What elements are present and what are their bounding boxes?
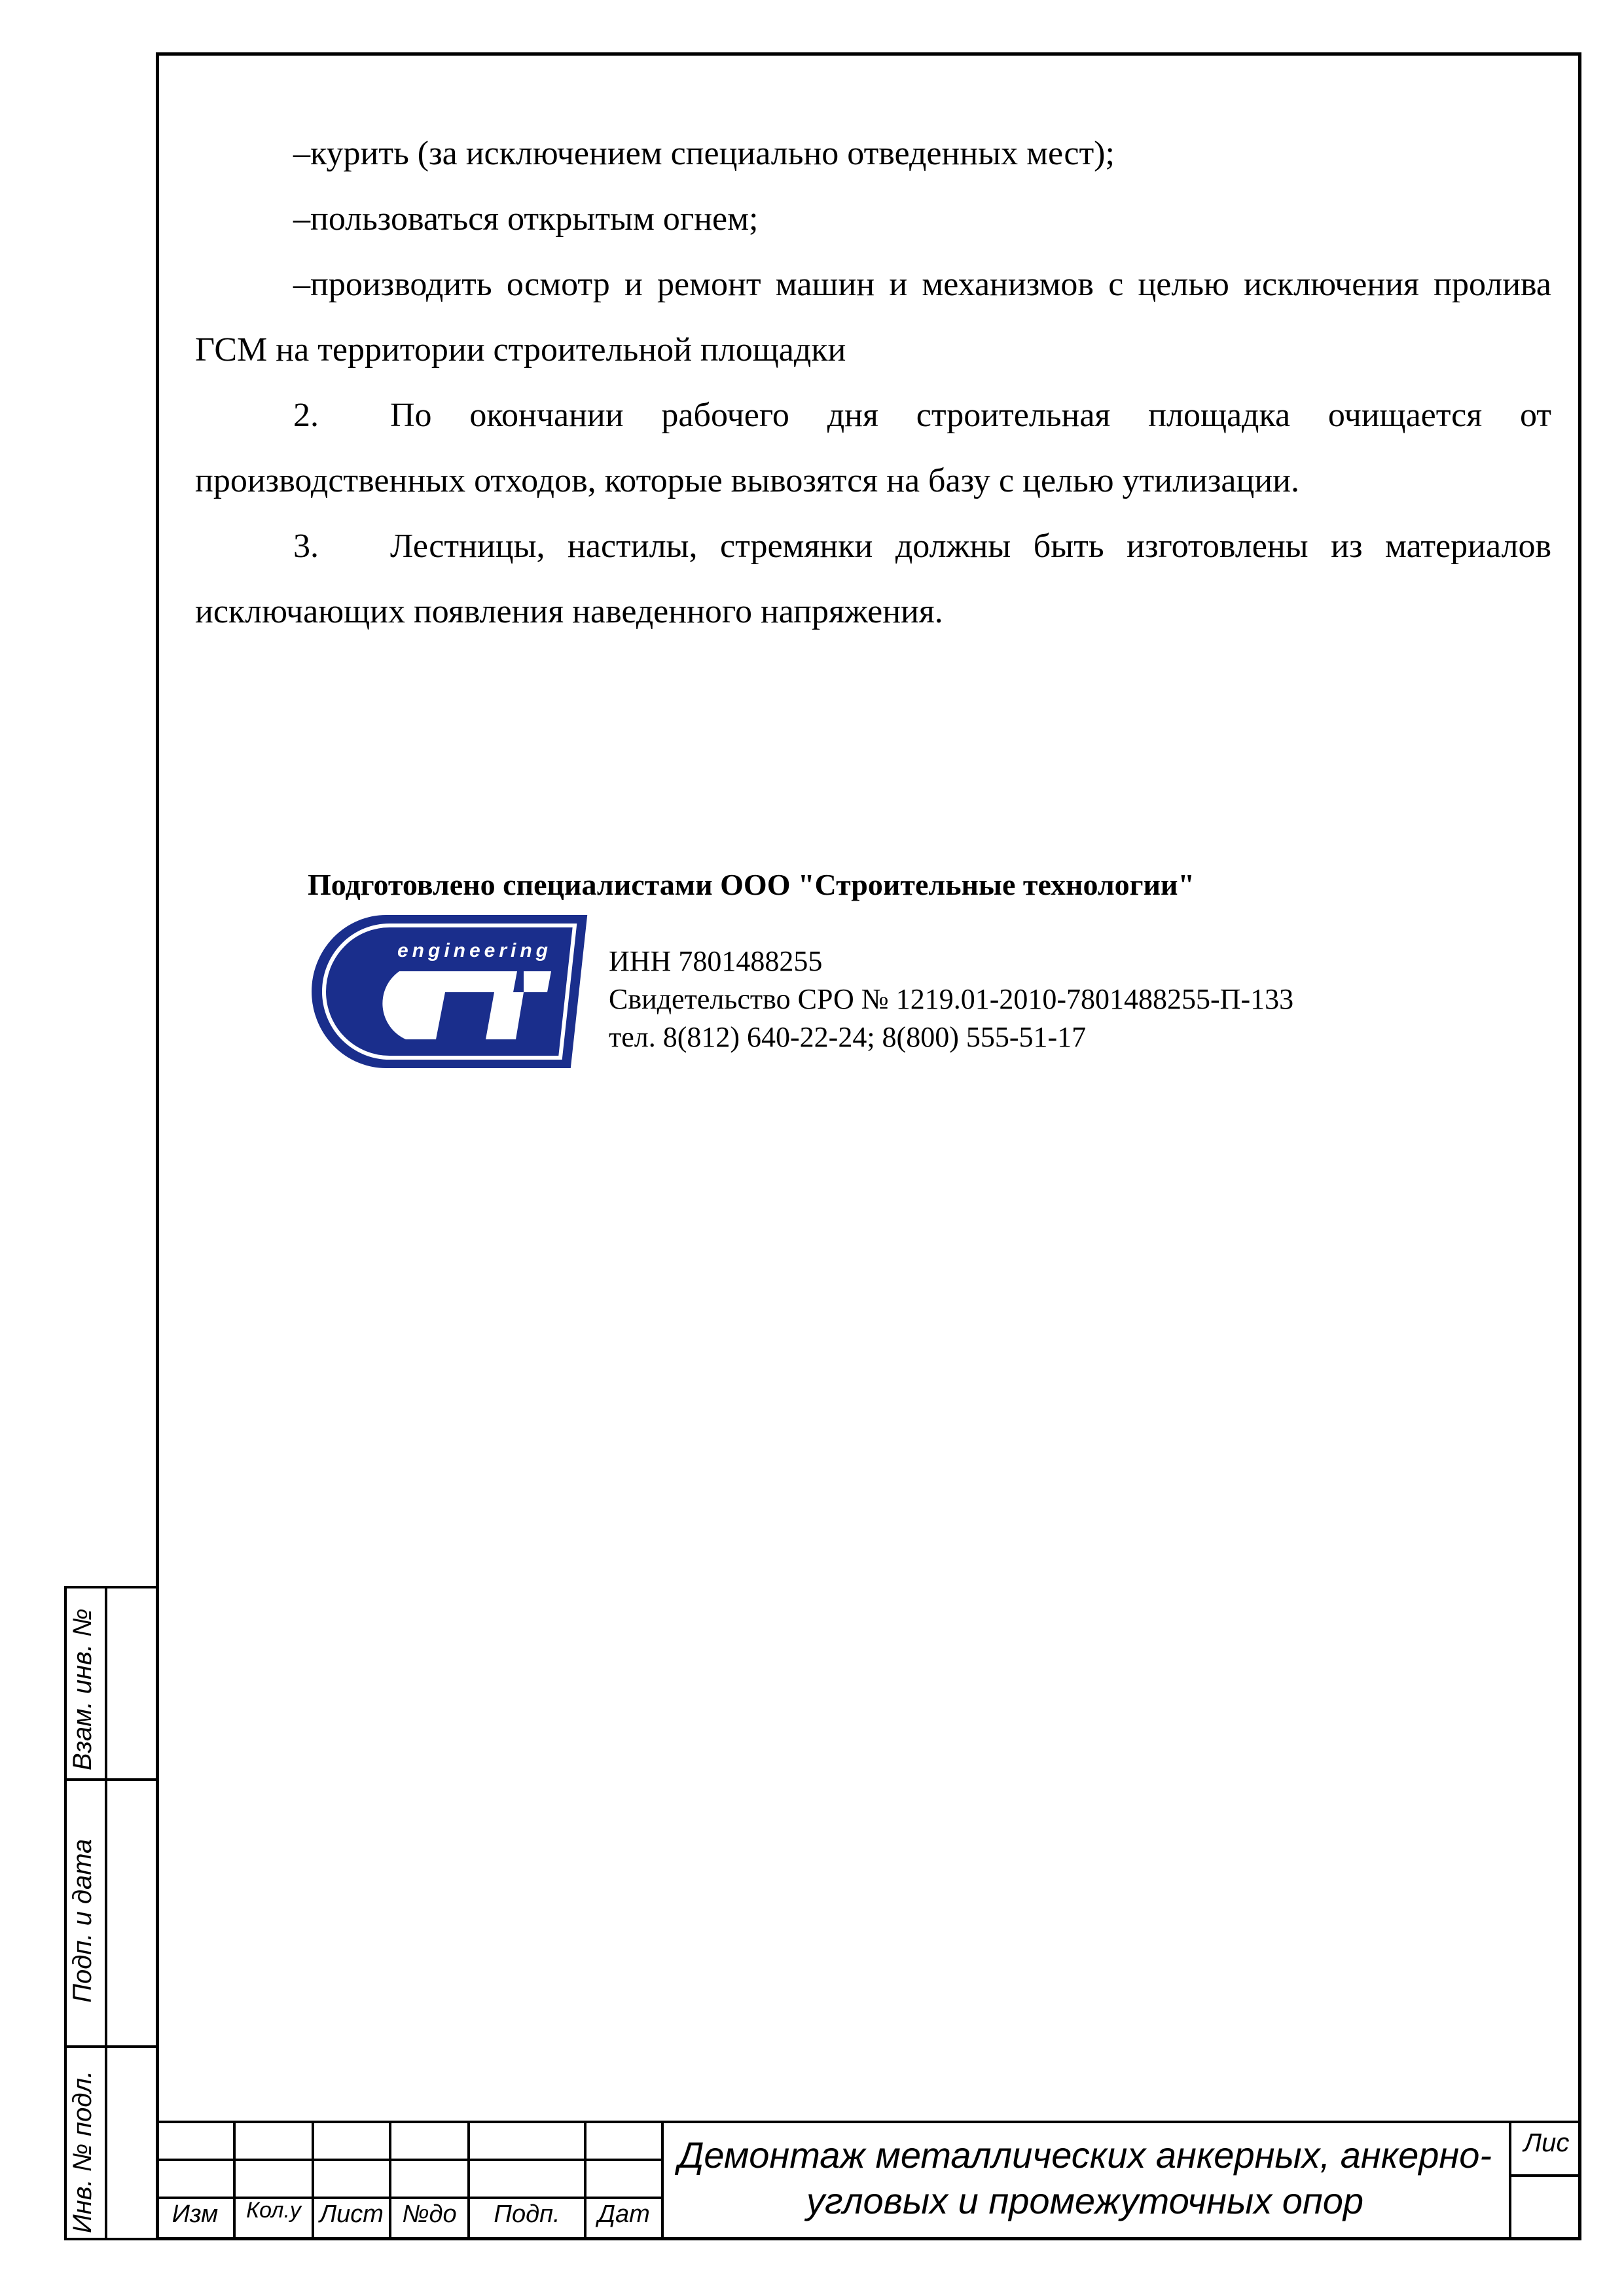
sheet-label: Лис <box>1523 2128 1570 2157</box>
side-stamp-line <box>64 1778 156 1781</box>
inn-text: ИНН 7801488255 <box>609 945 823 977</box>
title-block-line <box>156 2121 1581 2123</box>
col-ndok: №до <box>402 2200 457 2228</box>
document-title <box>661 2132 1509 2224</box>
title-block-line <box>1509 2174 1581 2177</box>
phone-text: тел. 8(812) 640-22-24; 8(800) 555-51-17 <box>609 1021 1087 1053</box>
item-number: 2. <box>293 397 319 434</box>
certificate-text: Свидетельство СРО № 1219.01-2010-7801488255-П-133 <box>609 983 1294 1015</box>
side-stamp-line <box>64 2238 156 2240</box>
item-number: 3. <box>293 528 319 565</box>
col-podp: Подп. <box>494 2200 560 2228</box>
col-list: Лист <box>319 2200 384 2228</box>
col-kol: Кол.у <box>246 2198 301 2223</box>
col-izm: Изм <box>171 2200 219 2228</box>
side-stamp-line <box>64 2045 156 2048</box>
dash-item: –производить осмотр и ремонт машин и механизмов с целью исключения пролива ГСМ на территории строительной площадки <box>195 266 1551 368</box>
company-info <box>609 942 1293 1056</box>
item-text: Лестницы, настилы, стремянки должны быть изготовлены из материалов исключающих появления наведенного напряжения. <box>195 528 1551 630</box>
side-stamp-line <box>64 1586 67 2240</box>
numbered-item <box>195 383 1551 514</box>
logo-text: engineering <box>397 940 552 961</box>
prepared-by-heading: Подготовлено специалистами ООО "Строительные технологии" <box>308 868 1195 901</box>
dash-item: –пользоваться открытым огнем; <box>293 200 759 238</box>
title-line-2: угловых и промежуточных опор <box>806 2180 1364 2221</box>
body-text <box>195 121 1551 645</box>
dash-item: –курить (за исключением специально отведенных мест); <box>293 135 1115 172</box>
col-data: Дат <box>598 2200 650 2228</box>
company-logo <box>308 911 589 1069</box>
logo-shape <box>313 916 586 1067</box>
numbered-item <box>195 514 1551 645</box>
item-text: По окончании рабочего дня строительная площадка очищается от производственных отходов, которые вывозятся на базу с целью утилизации. <box>195 397 1551 499</box>
side-stamp-line <box>64 1586 156 1588</box>
side-stamp-line <box>105 1586 107 2240</box>
title-line-1: Демонтаж металлических анкерных, анкерно- <box>677 2134 1492 2176</box>
